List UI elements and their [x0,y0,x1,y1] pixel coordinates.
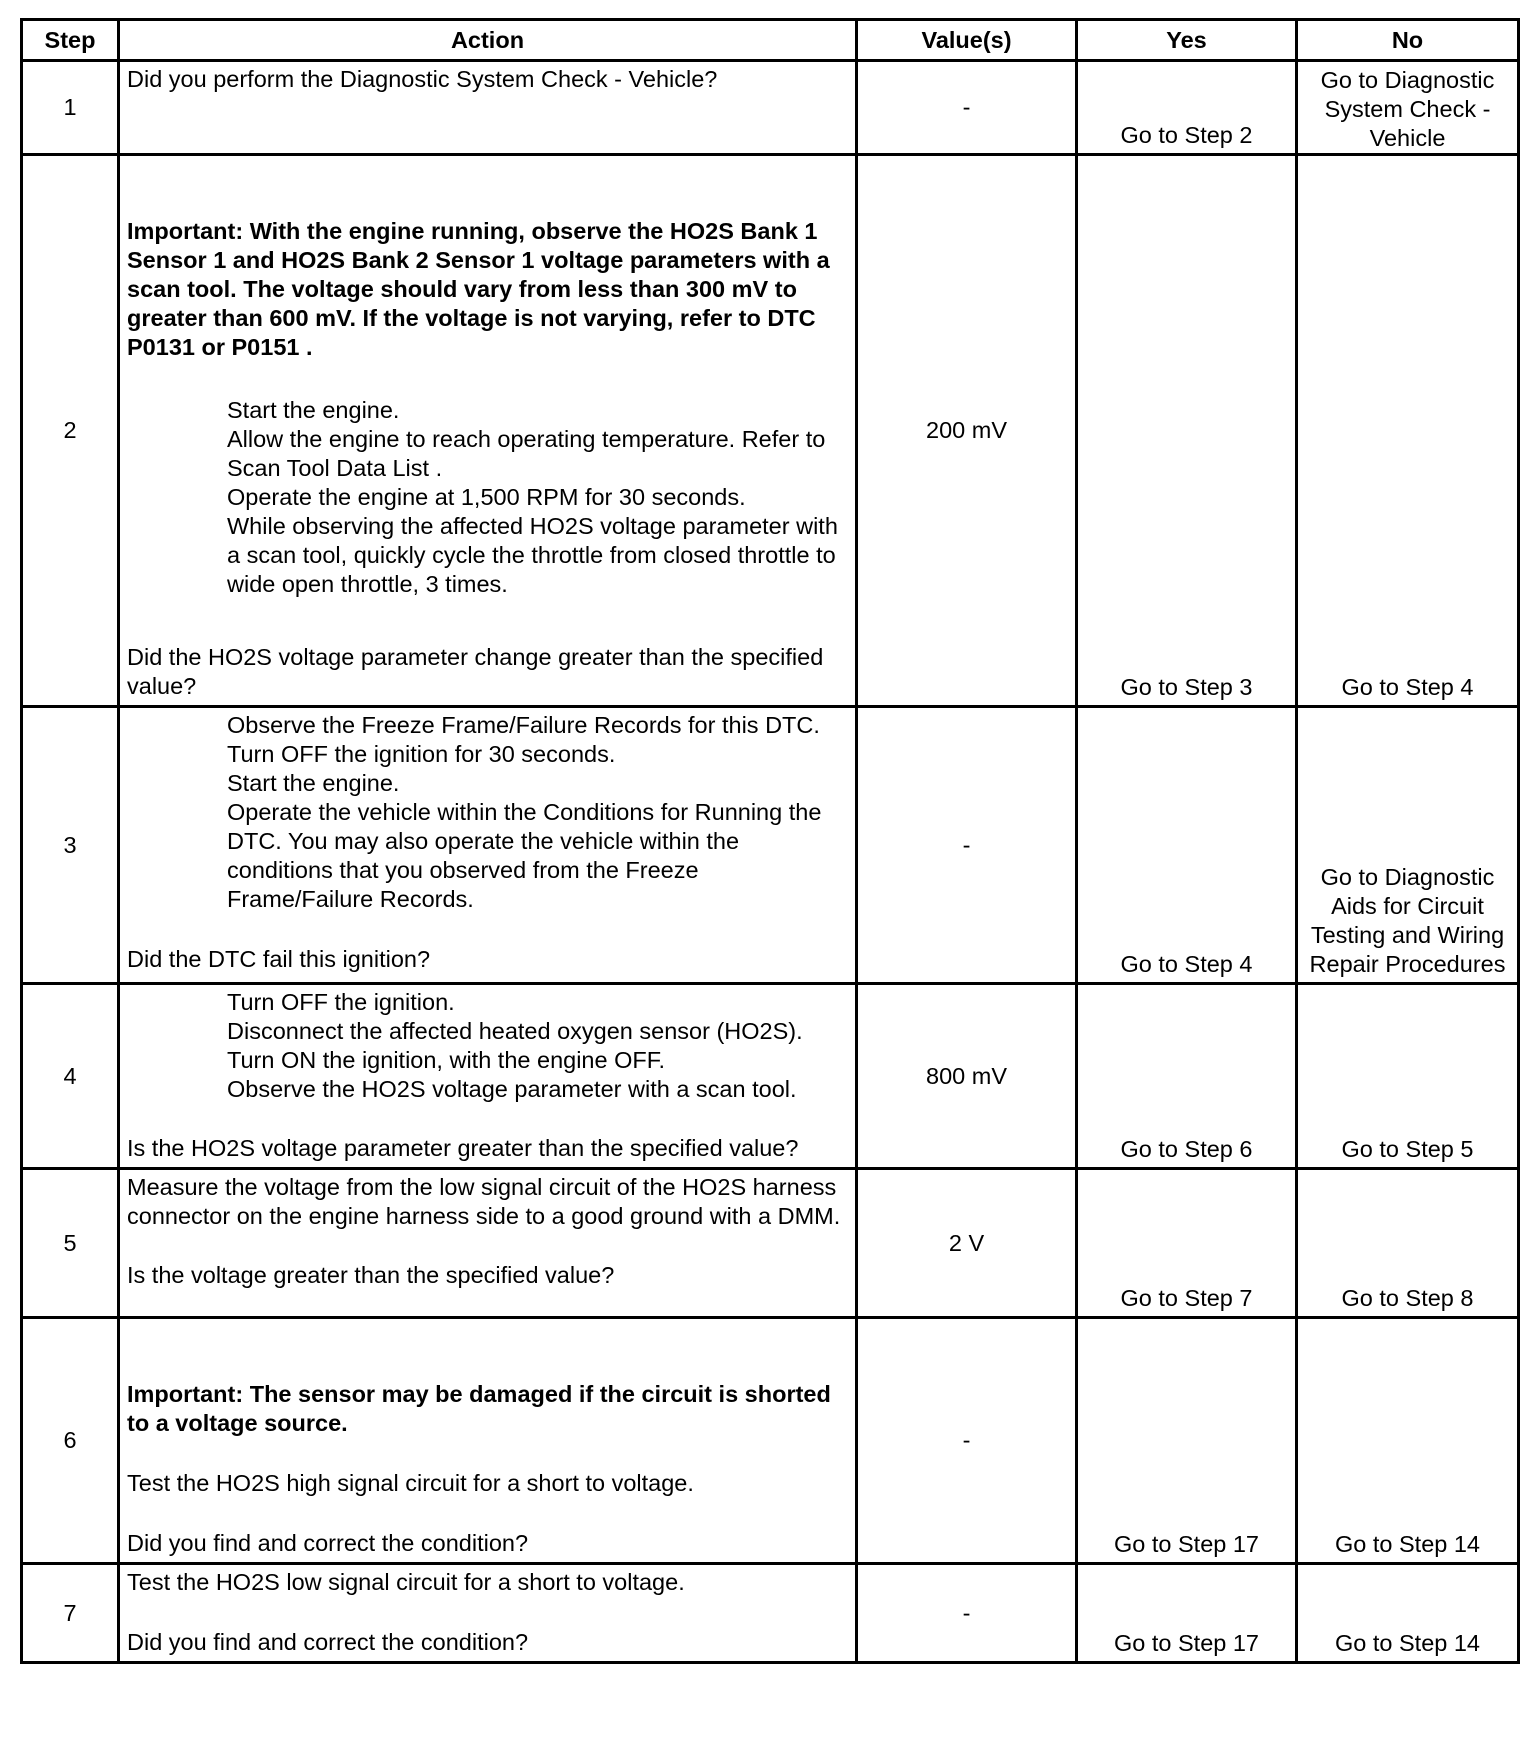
step-number: 1 [22,61,119,155]
instruction-text: Test the HO2S low signal circuit for a short to voltage. [127,1569,685,1595]
step-list [127,396,849,599]
list-item: Operate the vehicle within the Conditions for Running the DTC. You may also operate the vehicle within the conditions that you observed from the Freeze Frame/Failure Records. [227,799,822,912]
no-cell [1297,155,1519,707]
list-item: Observe the Freeze Frame/Failure Records for this DTC. [227,712,820,738]
list-item: Operate the engine at 1,500 RPM for 30 seconds. [227,484,746,510]
value-cell: - [857,61,1077,155]
table-row [22,984,1519,1169]
action-cell [119,1318,857,1564]
step-number: 5 [22,1169,119,1318]
value-cell: - [857,1564,1077,1663]
yes-link[interactable]: Go to Step 3 [1120,674,1253,700]
yes-cell [1077,155,1297,707]
yes-link[interactable]: Go to Step 17 [1113,1630,1260,1656]
yes-cell [1077,61,1297,155]
list-item: Allow the engine to reach operating temperature. Refer to Scan Tool Data List . [227,426,826,481]
yes-link[interactable]: Go to Step 6 [1120,1136,1253,1162]
yes-link[interactable]: Go to Step 4 [1120,951,1253,977]
header-action: Action [119,20,857,61]
yes-link[interactable]: Go to Step 17 [1113,1531,1260,1557]
action-cell [119,155,857,707]
action-cell [119,1564,857,1663]
step-number: 6 [22,1318,119,1564]
yes-cell [1077,1318,1297,1564]
question-text: Did you find and correct the condition? [127,1629,529,1655]
list-item: While observing the affected HO2S voltage parameter with a scan tool, quickly cycle the throttle from closed throttle to wide open throttle, 3 times. [227,513,838,597]
value-cell: - [857,1318,1077,1564]
question-text: Did you perform the Diagnostic System Check - Vehicle? [127,66,718,92]
header-no: No [1297,20,1519,61]
value-cell: 800 mV [857,984,1077,1169]
list-item: Disconnect the affected heated oxygen sensor (HO2S). [227,1018,803,1044]
action-cell [119,984,857,1169]
table-row [22,61,1519,155]
no-link[interactable]: Go to Diagnostic Aids for Circuit Testing and Wiring Repair Procedures [1309,864,1506,977]
action-cell [119,61,857,155]
yes-cell [1077,1564,1297,1663]
header-row [22,20,1519,61]
no-cell [1297,707,1519,984]
no-link[interactable]: Go to Step 5 [1341,1136,1474,1162]
action-cell [119,707,857,984]
question-text: Did the DTC fail this ignition? [127,946,431,972]
header-yes: Yes [1077,20,1297,61]
step-number: 4 [22,984,119,1169]
no-cell [1297,61,1519,155]
no-link[interactable]: Go to Diagnostic System Check - Vehicle [1320,67,1495,151]
no-link[interactable]: Go to Step 14 [1334,1630,1481,1656]
no-cell [1297,1318,1519,1564]
question-text: Is the HO2S voltage parameter greater than the specified value? [127,1135,799,1161]
yes-cell [1077,984,1297,1169]
list-item: Turn OFF the ignition for 30 seconds. [227,741,616,767]
question-text: Is the voltage greater than the specified value? [127,1262,615,1288]
yes-link[interactable]: Go to Step 2 [1120,122,1253,148]
header-step: Step [22,20,119,61]
no-cell [1297,984,1519,1169]
list-item: Start the engine. [227,397,400,423]
no-cell [1297,1564,1519,1663]
diagnostic-table [20,18,1520,1664]
value-cell: 200 mV [857,155,1077,707]
question-text: Did you find and correct the condition? [127,1530,529,1556]
value-cell: - [857,707,1077,984]
value-cell: 2 V [857,1169,1077,1318]
no-link[interactable]: Go to Step 14 [1334,1531,1481,1557]
table-row [22,1318,1519,1564]
no-link[interactable]: Go to Step 4 [1341,674,1474,700]
table-row [22,1169,1519,1318]
instruction-text: Test the HO2S high signal circuit for a short to voltage. [127,1470,694,1496]
yes-link[interactable]: Go to Step 7 [1120,1285,1253,1311]
important-note: Important: With the engine running, observe the HO2S Bank 1 Sensor 1 and HO2S Bank 2 Sensor 1 voltage parameters with a scan tool. The voltage should vary from less than 300 mV to greater than 600 mV. If the voltage is not varying, refer to DTC P0131 or P0151 . [127,218,830,360]
important-note: Important: The sensor may be damaged if the circuit is shorted to a voltage source. [127,1381,831,1436]
instruction-text: Measure the voltage from the low signal circuit of the HO2S harness connector on the engine harness side to a good ground with a DMM. [127,1174,841,1229]
question-text: Did the HO2S voltage parameter change greater than the specified value? [127,644,824,699]
list-item: Turn OFF the ignition. [227,989,455,1015]
header-values: Value(s) [857,20,1077,61]
list-item: Start the engine. [227,770,400,796]
step-list [127,988,849,1104]
step-number: 7 [22,1564,119,1663]
table-row [22,1564,1519,1663]
action-cell [119,1169,857,1318]
table-row [22,155,1519,707]
step-number: 2 [22,155,119,707]
step-number: 3 [22,707,119,984]
list-item: Observe the HO2S voltage parameter with a scan tool. [227,1076,797,1102]
yes-cell [1077,707,1297,984]
list-item: Turn ON the ignition, with the engine OFF. [227,1047,666,1073]
yes-cell [1077,1169,1297,1318]
step-list [127,711,849,914]
table-row [22,707,1519,984]
no-link[interactable]: Go to Step 8 [1341,1285,1474,1311]
no-cell [1297,1169,1519,1318]
